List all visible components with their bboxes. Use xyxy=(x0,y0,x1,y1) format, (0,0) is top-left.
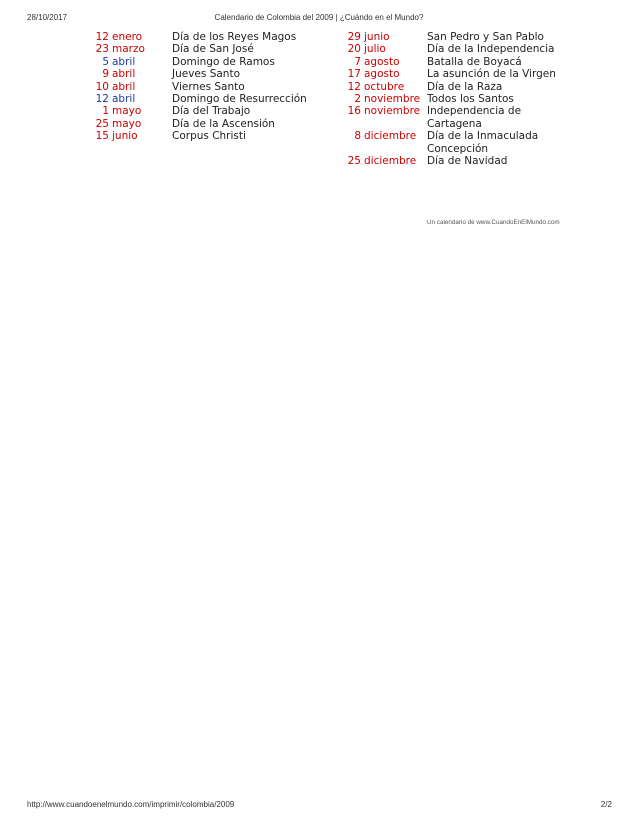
holiday-month: mayo xyxy=(112,117,142,130)
holiday-row xyxy=(80,56,307,68)
holiday-day: 15 xyxy=(95,130,109,143)
holiday-name: Viernes Santo xyxy=(172,80,245,93)
holiday-name: Día de la Raza xyxy=(427,80,503,93)
holiday-day: 29 xyxy=(347,31,361,43)
holiday-name: San Pedro y San Pablo xyxy=(427,31,544,43)
holiday-month: julio xyxy=(364,43,386,56)
holiday-row xyxy=(80,31,307,43)
holiday-row xyxy=(80,81,307,93)
holiday-month: agosto xyxy=(364,68,400,81)
holiday-name: Domingo de Ramos xyxy=(172,55,275,68)
holiday-month: agosto xyxy=(364,55,400,68)
holiday-day: 1 xyxy=(102,105,109,118)
holiday-name: Día de Navidad xyxy=(427,155,508,168)
footer-url[interactable]: http://www.cuandoenelmundo.com/imprimir/colombia/2009 xyxy=(27,800,235,809)
holiday-name: La asunción de la Virgen xyxy=(427,68,556,81)
holiday-month: junio xyxy=(112,130,138,143)
holiday-name: Día de la Independencia xyxy=(427,43,555,56)
holiday-row xyxy=(332,105,557,130)
holiday-row xyxy=(332,93,557,105)
holiday-row xyxy=(332,68,557,80)
holiday-day: 20 xyxy=(347,43,361,56)
holiday-name: Día de la Ascensión xyxy=(172,117,275,130)
holiday-month: mayo xyxy=(112,105,142,118)
holiday-month: diciembre xyxy=(364,130,417,143)
holiday-month: abril xyxy=(112,55,136,68)
holiday-month: diciembre xyxy=(364,155,417,168)
holiday-row xyxy=(80,105,307,117)
holiday-day: 12 xyxy=(95,93,109,106)
holiday-row xyxy=(332,56,557,68)
holiday-day: 12 xyxy=(347,80,361,93)
holiday-name: Domingo de Resurrección xyxy=(172,93,307,106)
holiday-day: 10 xyxy=(95,80,109,93)
holiday-name: Independencia de Cartagena xyxy=(427,105,522,130)
holiday-month: enero xyxy=(112,31,143,43)
holiday-row xyxy=(80,43,307,55)
holiday-month: junio xyxy=(364,31,390,43)
holiday-month: marzo xyxy=(112,43,145,56)
holiday-name: Jueves Santo xyxy=(172,68,240,81)
holiday-name: Día de San José xyxy=(172,43,254,56)
holiday-row xyxy=(332,43,557,55)
holiday-month: abril xyxy=(112,68,136,81)
holiday-day: 2 xyxy=(354,93,361,106)
holiday-day: 17 xyxy=(347,68,361,81)
holiday-day: 9 xyxy=(102,68,109,81)
holiday-day: 25 xyxy=(95,117,109,130)
holiday-day: 5 xyxy=(102,55,109,68)
holiday-row xyxy=(80,68,307,80)
page-title: Calendario de Colombia del 2009 | ¿Cuándo en el Mundo? xyxy=(214,13,424,22)
holiday-row xyxy=(332,155,557,167)
holiday-row xyxy=(332,31,557,43)
holiday-name: Corpus Christi xyxy=(172,130,246,143)
holiday-list-left xyxy=(80,31,307,143)
holiday-row xyxy=(80,118,307,130)
print-date: 28/10/2017 xyxy=(27,13,68,22)
holiday-day: 25 xyxy=(347,155,361,168)
holiday-day: 16 xyxy=(347,105,361,118)
page-number: 2/2 xyxy=(600,800,612,809)
holiday-name: Todos los Santos xyxy=(427,93,514,106)
credit-text[interactable]: Un calendario de www.CuandoEnElMundo.com xyxy=(427,219,560,226)
holiday-row xyxy=(80,93,307,105)
holiday-row xyxy=(332,130,557,155)
holiday-month: octubre xyxy=(364,80,405,93)
holiday-day: 8 xyxy=(354,130,361,143)
holiday-name: Día de la Inmaculada Concepción xyxy=(427,130,539,155)
holiday-list-right xyxy=(332,31,557,167)
holiday-month: noviembre xyxy=(364,105,421,118)
holiday-name: Día del Trabajo xyxy=(172,105,251,118)
holiday-day: 7 xyxy=(354,55,361,68)
holiday-name: Día de los Reyes Magos xyxy=(172,31,297,43)
holiday-row xyxy=(332,81,557,93)
holiday-row xyxy=(80,130,307,142)
holiday-day: 23 xyxy=(95,43,109,56)
holiday-month: abril xyxy=(112,80,136,93)
holiday-name: Batalla de Boyacá xyxy=(427,55,522,68)
holiday-day: 12 xyxy=(95,31,109,43)
holiday-month: abril xyxy=(112,93,136,106)
holiday-month: noviembre xyxy=(364,93,421,106)
